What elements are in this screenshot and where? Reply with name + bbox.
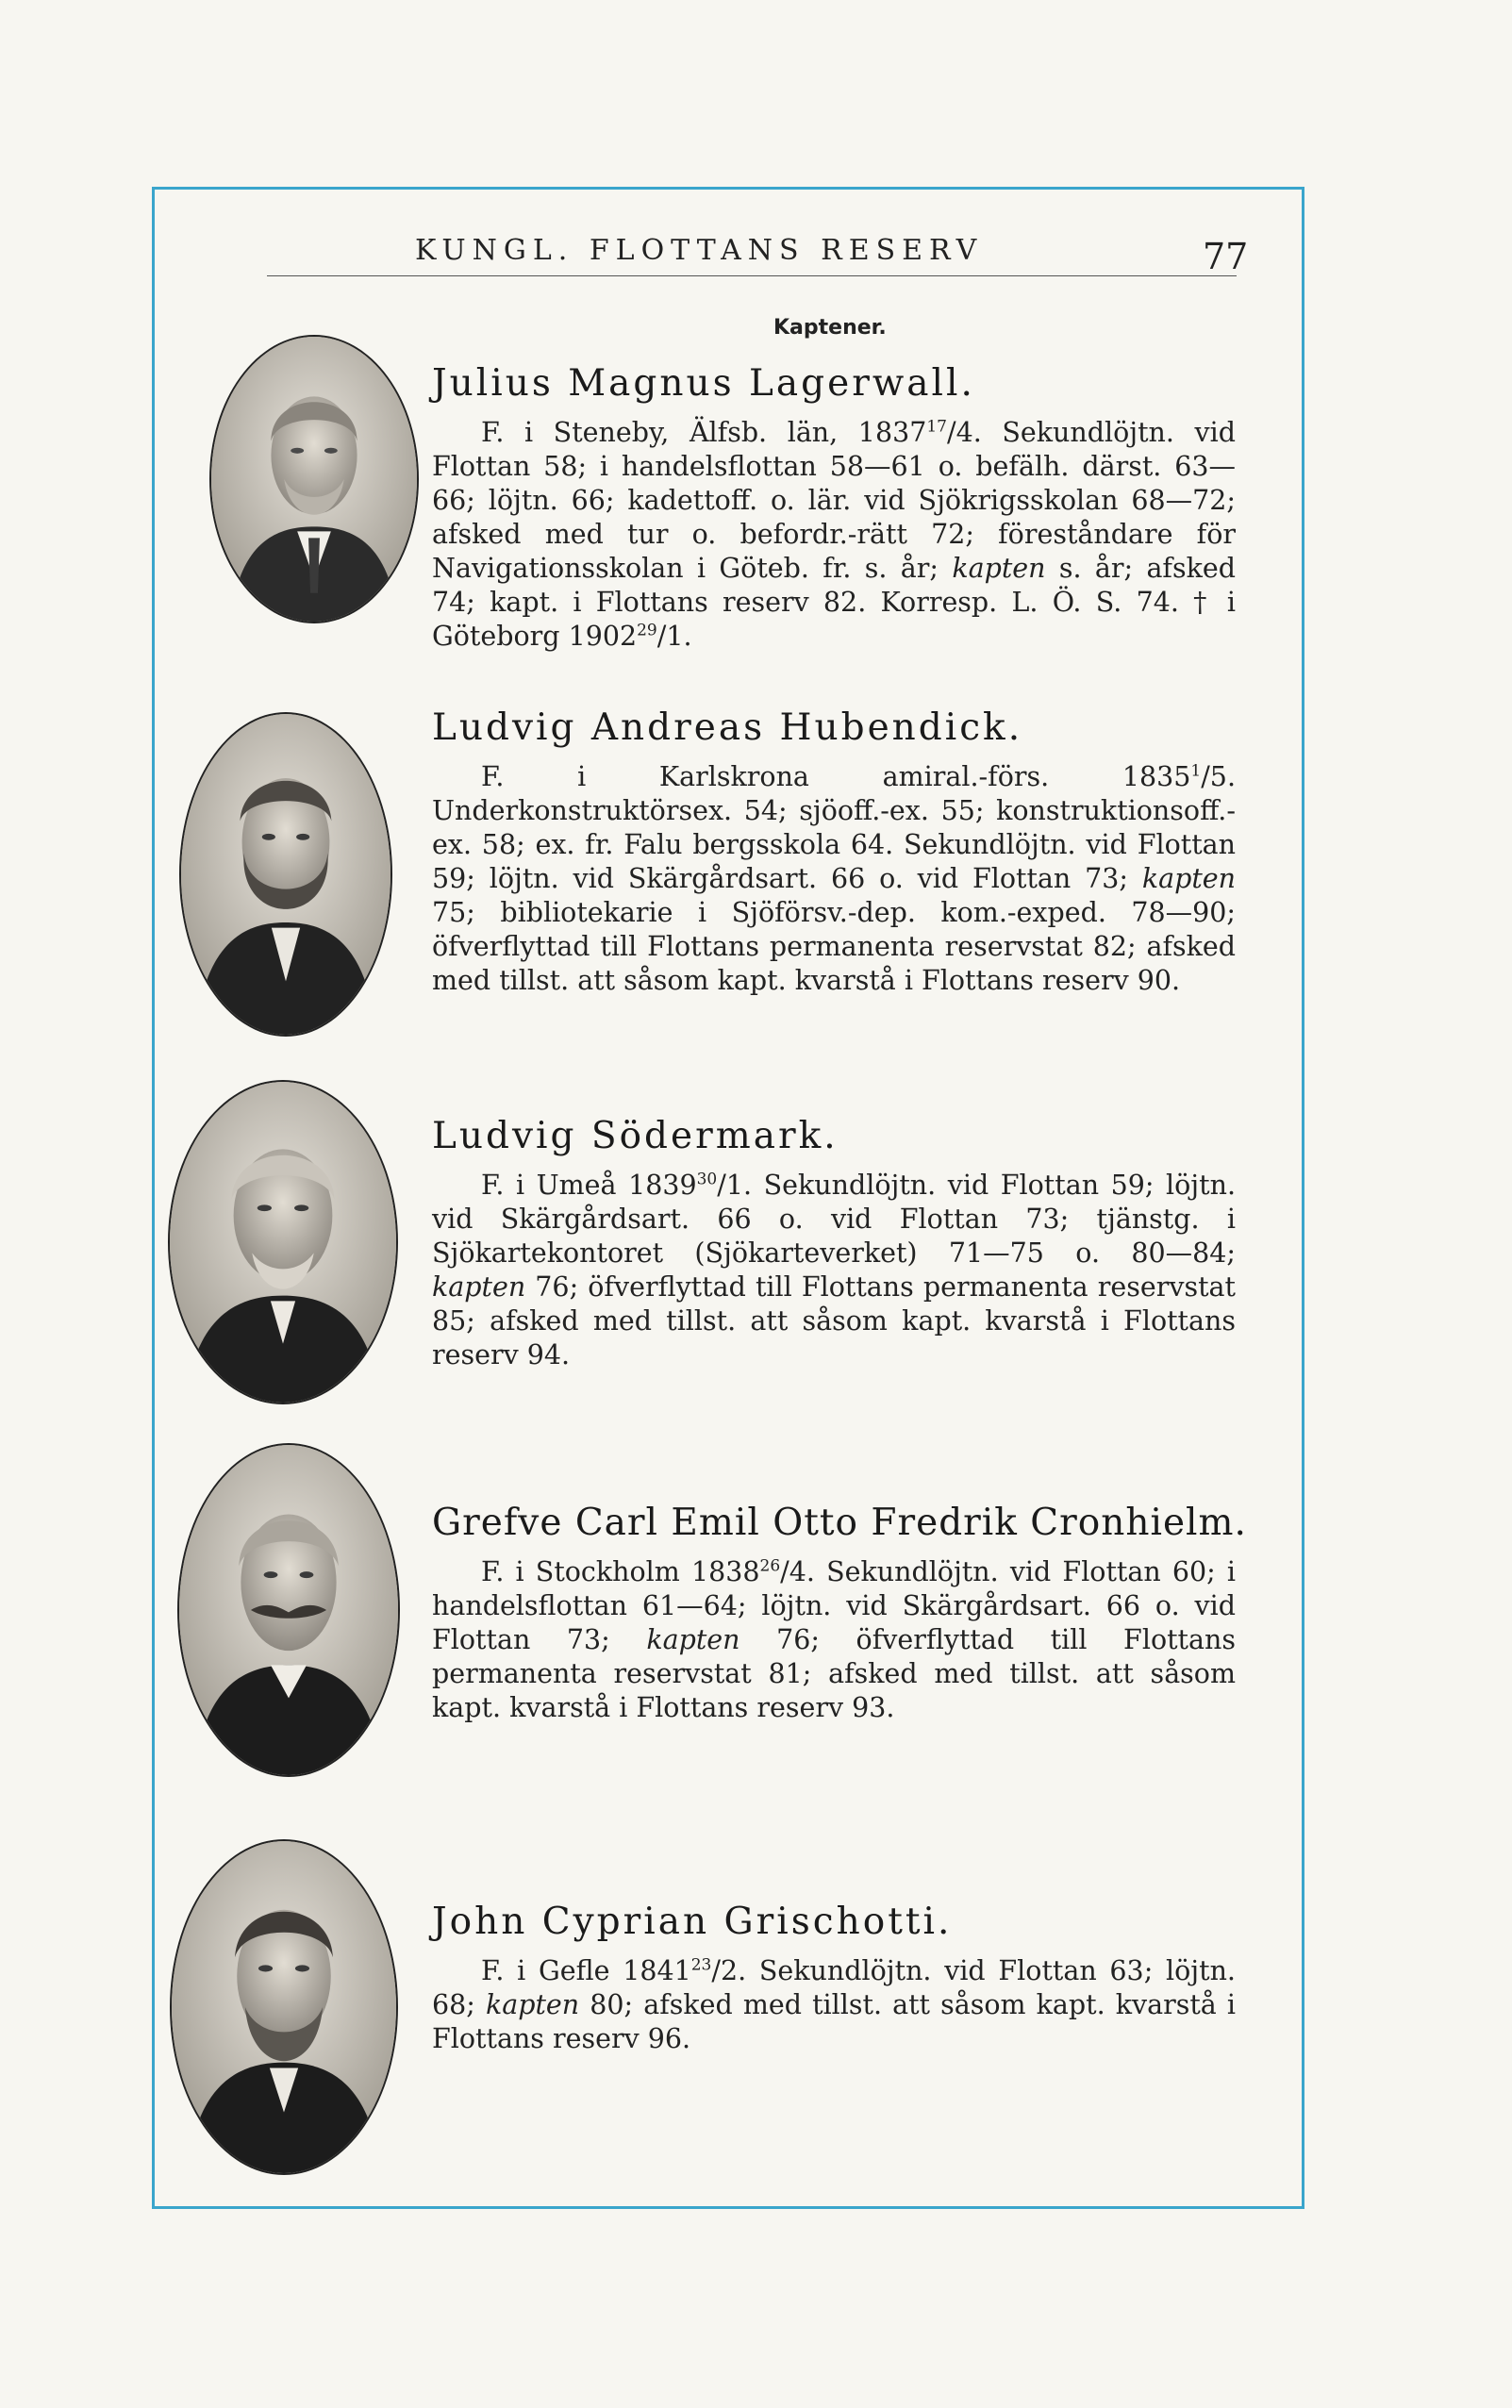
entry-name: Julius Magnus Lagerwall. [432, 362, 975, 405]
section-heading: Kaptener. [773, 316, 887, 340]
portrait-lagerwall [209, 335, 419, 623]
page-number: 77 [1203, 236, 1249, 277]
header-rule [267, 275, 1237, 276]
entry-bio: F. i Steneby, Älfsb. län, 1837$^{17}$/4. Sekundlöjtn. vid Flottan 58; i handelsflottan 58—61 o. befälh. därst. 63—66; löjtn. 66; kadettoff. o. lär. vid Sjökrigsskolan 68—72; afsked med tur o. befordr.-rätt 72; föreståndare för Navigationsskolan i Göteb. fr. s. år; kapten s. år; afsked 74; kapt. i Flottans reserv 82. Korresp. L. Ö. S. 74. † i Göteborg 1902$^{29}$/1. [432, 417, 1236, 652]
entry-bio: F. i Karlskrona amiral.-förs. 1835$^1$/5. Underkonstruktörsex. 54; sjöoff.-ex. 55; konstruktionsoff.-ex. 58; ex. fr. Falu bergsskola 64. Sekundlöjtn. vid Flottan 59; löjtn. vid Skärgårdsart. 66 o. vid Flottan 73; kapten 75; bibliotekarie i Sjöförsv.-dep. kom.-exped. 78—90; öfverflyttad till Flottans permanenta reservstat 82; afsked med tillst. att såsom kapt. kvarstå i Flottans reserv 90. [432, 761, 1236, 996]
entry-sodermark [432, 1116, 1236, 1372]
portrait-hubendick [179, 712, 392, 1037]
entry-name: Ludvig Södermark. [432, 1115, 839, 1157]
entry-name: John Cyprian Grischotti. [432, 1901, 953, 1943]
portrait-grischotti [170, 1839, 398, 2175]
portrait-cronhielm [177, 1443, 400, 1777]
entry-name: Ludvig Andreas Hubendick. [432, 706, 1023, 749]
portrait-sodermark [168, 1080, 398, 1404]
entry-hubendick [432, 707, 1236, 998]
running-head: KUNGL. FLOTTANS RESERV [415, 234, 984, 267]
entry-name: Grefve Carl Emil Otto Fredrik Cronhielm. [432, 1502, 1247, 1544]
entry-lagerwall [432, 363, 1236, 654]
entry-bio: F. i Gefle 1841$^{23}$/2. Sekundlöjtn. vid Flottan 63; löjtn. 68; kapten 80; afsked med tillst. att såsom kapt. kvarstå i Flottans reserv 96. [432, 1955, 1236, 2054]
entry-cronhielm [432, 1502, 1247, 1725]
entry-bio: F. i Stockholm 1838$^{26}$/4. Sekundlöjtn. vid Flottan 60; i handelsflottan 61—64; löjtn. vid Skärgårdsart. 66 o. vid Flottan 73; kapten 76; öfverflyttad till Flottans permanenta reservstat 81; afsked med tillst. att såsom kapt. kvarstå i Flottans reserv 93. [432, 1556, 1236, 1723]
entry-bio: F. i Umeå 1839$^{30}$/1. Sekundlöjtn. vid Flottan 59; löjtn. vid Skärgårdsart. 66 o. vid Flottan 73; tjänstg. i Sjökartekontoret (Sjökarteverket) 71—75 o. 80—84; kapten 76; öfverflyttad till Flottans permanenta reservstat 85; afsked med tillst. att såsom kapt. kvarstå i Flottans reserv 94. [432, 1170, 1236, 1370]
entry-grischotti [432, 1901, 1236, 2056]
